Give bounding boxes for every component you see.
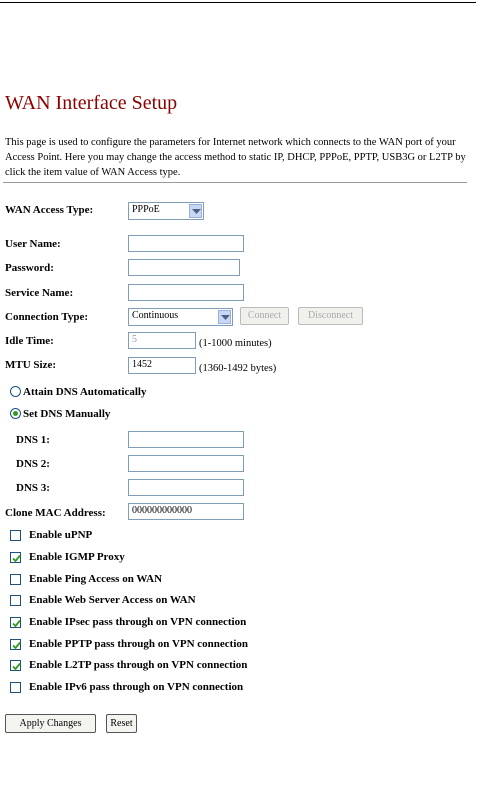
checkbox-label-1: Enable IGMP Proxy (29, 551, 125, 563)
mtu-label: MTU Size: (5, 359, 57, 371)
dns3-label: DNS 3: (16, 482, 50, 494)
checkbox-0[interactable] (10, 530, 21, 541)
idle-time-label: Idle Time: (5, 335, 54, 347)
user-name-label: User Name: (5, 238, 61, 250)
checkbox-7[interactable] (10, 682, 21, 693)
checkmark-icon (11, 618, 22, 629)
page-description: This page is used to configure the parameters for Internet network which connects to the WAN port of your Access Point. Here you may change the access method to static IP, DHCP, PPPoE, PPTP, USB3G or L2TP by click the item value of WAN Access type. (5, 137, 466, 178)
dns-auto-radio[interactable] (10, 386, 21, 397)
service-name-field[interactable] (128, 284, 244, 301)
wan-access-type-value: PPPoE (132, 204, 160, 215)
checkmark-icon (11, 640, 22, 651)
checkbox-6[interactable] (10, 660, 21, 671)
dns-manual-radio[interactable] (10, 408, 21, 419)
apply-changes-button[interactable]: Apply Changes (5, 714, 96, 733)
disconnect-button[interactable]: Disconnect (298, 307, 363, 325)
dns3-field[interactable] (128, 479, 244, 496)
mtu-hint: (1360-1492 bytes) (199, 363, 277, 374)
dns2-label: DNS 2: (16, 458, 50, 470)
connection-type-value: Continuous (132, 310, 179, 321)
top-rule (0, 2, 476, 3)
checkmark-icon (11, 661, 22, 672)
checkbox-3[interactable] (10, 595, 21, 606)
user-name-field[interactable] (128, 235, 244, 252)
wan-access-type-select[interactable] (128, 202, 204, 220)
checkmark-icon (11, 553, 22, 564)
checkbox-2[interactable] (10, 574, 21, 585)
checkbox-1[interactable] (10, 552, 21, 563)
checkbox-label-2: Enable Ping Access on WAN (29, 573, 163, 585)
clone-mac-label: Clone MAC Address: (5, 507, 106, 519)
password-field[interactable] (128, 259, 240, 276)
wan-access-type-label: WAN Access Type: (5, 204, 94, 216)
checkbox-label-4: Enable IPsec pass through on VPN connection (29, 616, 247, 628)
reset-button[interactable]: Reset (106, 714, 137, 733)
dns-auto-label: Attain DNS Automatically (23, 386, 147, 398)
mtu-field[interactable]: 1452 (128, 357, 196, 374)
dns-manual-label: Set DNS Manually (23, 408, 111, 420)
service-name-label: Service Name: (5, 287, 74, 299)
checkbox-label-3: Enable Web Server Access on WAN (29, 594, 196, 606)
checkbox-label-7: Enable IPv6 pass through on VPN connection (29, 681, 244, 693)
clone-mac-field[interactable]: 000000000000 (128, 503, 244, 520)
dns2-field[interactable] (128, 455, 244, 472)
checkbox-label-6: Enable L2TP pass through on VPN connection (29, 659, 248, 671)
checkbox-label-0: Enable uPNP (29, 529, 93, 541)
idle-time-field[interactable]: 5 (128, 332, 196, 349)
chevron-down-icon (189, 204, 202, 218)
chevron-down-icon (218, 310, 231, 324)
checkbox-5[interactable] (10, 639, 21, 650)
idle-time-hint: (1-1000 minutes) (199, 338, 272, 349)
divider (3, 182, 467, 183)
password-label: Password: (5, 262, 54, 274)
connection-type-select[interactable] (128, 308, 233, 326)
dns1-label: DNS 1: (16, 434, 50, 446)
connection-type-label: Connection Type: (5, 311, 89, 323)
checkbox-4[interactable] (10, 617, 21, 628)
checkbox-label-5: Enable PPTP pass through on VPN connection (29, 638, 249, 650)
page-title: WAN Interface Setup (5, 92, 178, 114)
dns1-field[interactable] (128, 431, 244, 448)
connect-button[interactable]: Connect (240, 307, 289, 325)
